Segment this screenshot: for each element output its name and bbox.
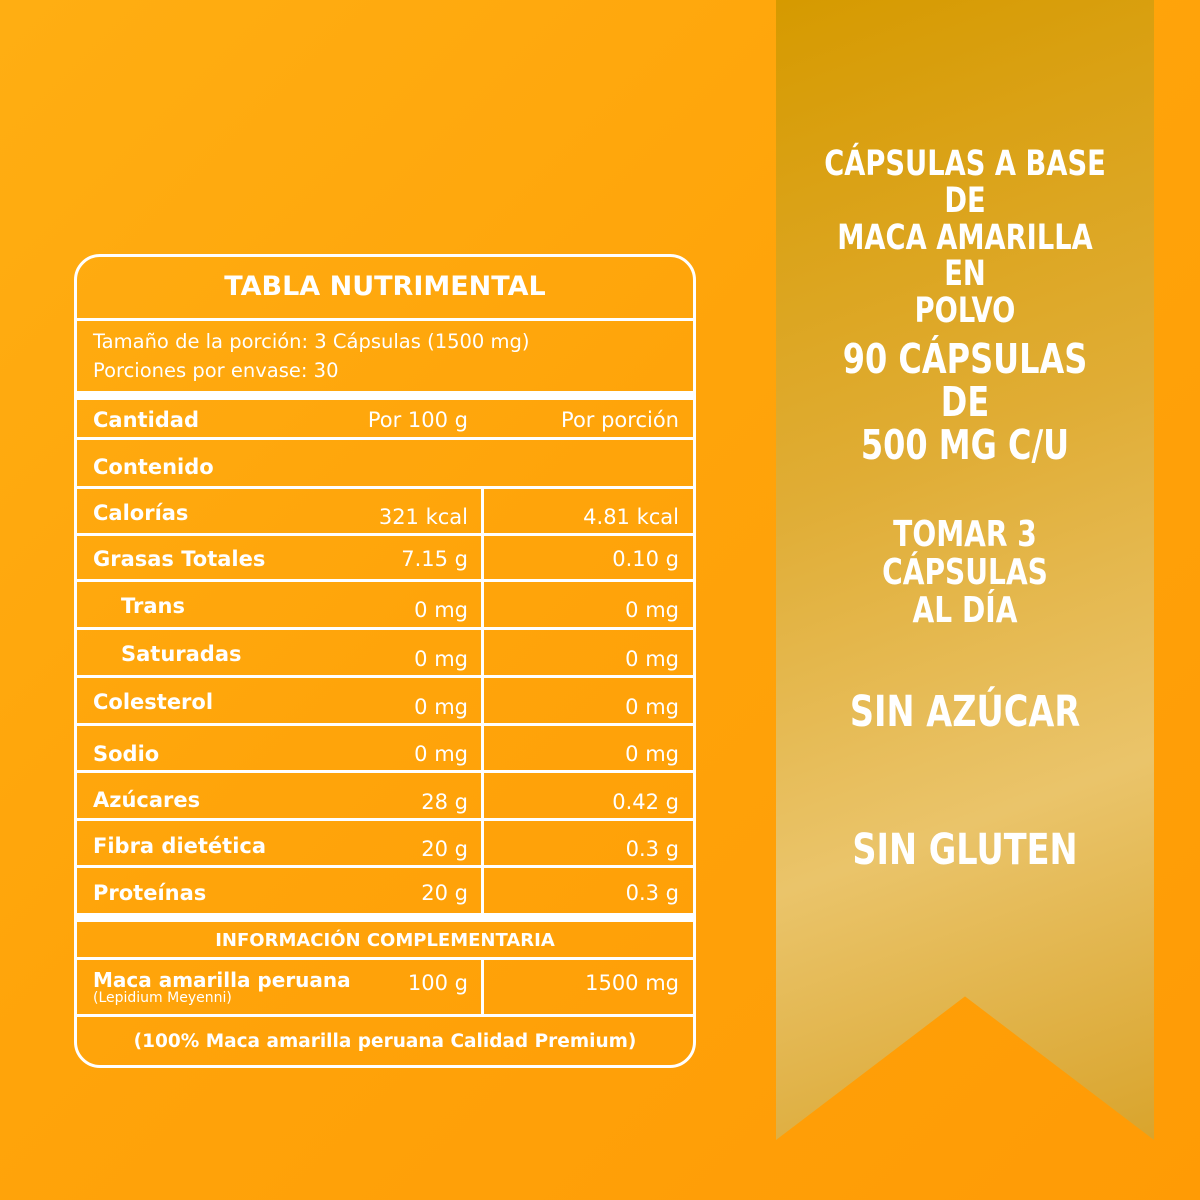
row-per-serving: 0.3 g [625, 881, 679, 905]
feature-line: CÁPSULAS A BASE DE [824, 144, 1106, 221]
maca-per-serving: 1500 mg [585, 971, 679, 995]
row-per-serving: 0.10 g [612, 547, 679, 571]
header-per-serving: Por porción [561, 408, 679, 432]
divider [77, 486, 693, 489]
header-amount: Cantidad [93, 408, 200, 432]
divider [77, 533, 693, 536]
row-per-serving: 0.3 g [625, 837, 679, 861]
serving-size: Tamaño de la porción: 3 Cápsulas (1500 mg) [93, 330, 530, 353]
row-per-serving: 0.42 g [612, 790, 679, 814]
divider [77, 957, 693, 960]
row-per100: 0 mg [414, 742, 468, 766]
feature-line: 90 CÁPSULAS DE [842, 335, 1088, 427]
content-label: Contenido [93, 455, 214, 479]
maca-per100: 100 g [407, 971, 468, 995]
row-label: Proteínas [93, 881, 207, 905]
divider [77, 865, 693, 868]
divider [77, 818, 693, 821]
row-per100: 0 mg [414, 695, 468, 719]
divider [77, 318, 693, 321]
row-label: Colesterol [93, 690, 214, 714]
column-divider [481, 486, 484, 913]
row-per100: 20 g [421, 881, 468, 905]
row-per100: 20 g [421, 837, 468, 861]
feature-gluten-free: SIN GLUTEN [852, 825, 1078, 875]
divider [77, 1014, 693, 1017]
feature-line: TOMAR 3 CÁPSULAS [882, 514, 1048, 593]
row-per-serving: 4.81 kcal [583, 505, 679, 529]
row-per-serving: 0 mg [625, 598, 679, 622]
feature-dosage [818, 516, 1113, 629]
divider [77, 723, 693, 726]
row-label: Trans [121, 594, 185, 618]
nutrition-table [74, 254, 696, 1068]
row-label: Sodio [93, 742, 160, 766]
table-footer: (100% Maca amarilla peruana Calidad Premium) [133, 1031, 637, 1052]
row-label: Azúcares [93, 788, 201, 812]
feature-capsule-count [818, 335, 1113, 470]
row-per100: 7.15 g [401, 547, 468, 571]
feature-line: POLVO [914, 291, 1016, 331]
row-label: Grasas Totales [93, 547, 266, 571]
feature-line: 500 MG C/U [860, 421, 1070, 470]
column-divider [481, 960, 484, 1016]
thick-divider [77, 391, 693, 400]
thick-divider [77, 913, 693, 922]
table-title: TABLA NUTRIMENTAL [224, 271, 546, 302]
maca-scientific: (Lepidium Meyenni) [93, 990, 232, 1006]
divider [77, 437, 693, 440]
divider [77, 675, 693, 678]
feature-line: MACA AMARILLA EN [837, 217, 1093, 295]
row-per100: 0 mg [414, 647, 468, 671]
maca-label: Maca amarilla peruana [93, 968, 351, 992]
servings-per-container: Porciones por envase: 30 [93, 359, 339, 382]
feature-line: AL DÍA [912, 589, 1018, 631]
divider [77, 627, 693, 630]
row-label: Saturadas [121, 642, 242, 666]
row-per100: 0 mg [414, 598, 468, 622]
feature-capsules-base [818, 146, 1113, 330]
row-per-serving: 0 mg [625, 695, 679, 719]
row-per100: 28 g [421, 790, 468, 814]
feature-sugar-free: SIN AZÚCAR [849, 687, 1081, 737]
divider [77, 770, 693, 773]
row-per100: 321 kcal [378, 505, 468, 529]
row-per-serving: 0 mg [625, 647, 679, 671]
complementary-title: INFORMACIÓN COMPLEMENTARIA [215, 930, 555, 951]
divider [77, 579, 693, 582]
header-per-100g: Por 100 g [367, 408, 468, 432]
row-label: Fibra dietética [93, 834, 267, 858]
row-per-serving: 0 mg [625, 742, 679, 766]
row-label: Calorías [93, 501, 189, 525]
